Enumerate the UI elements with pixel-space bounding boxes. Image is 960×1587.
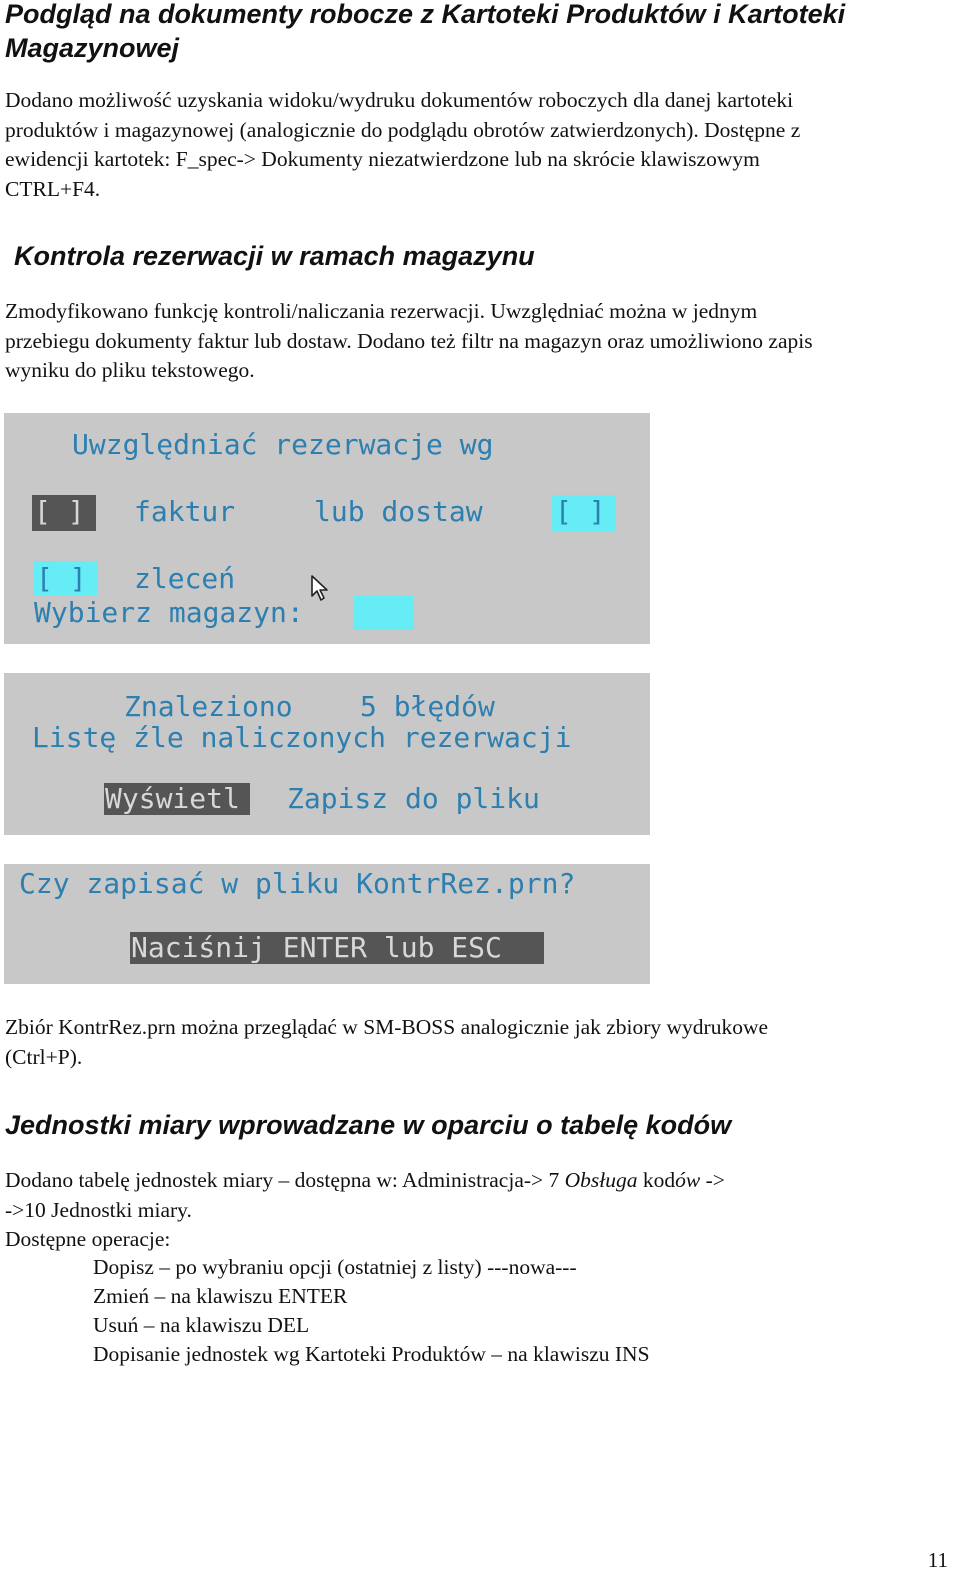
save-question-text: Czy zapisać w pliku KontrRez.prn? — [19, 867, 576, 900]
paragraph-jednostki — [5, 1166, 955, 1255]
errors-count-text: Znaleziono 5 błędów — [124, 690, 495, 723]
paragraph-kontrola — [5, 297, 955, 386]
section-kontrola — [14, 239, 535, 273]
text-line: CTRL+F4. — [5, 176, 101, 201]
errors-found-panel — [4, 673, 650, 835]
section-podglad — [5, 0, 955, 65]
text-fragment: kod — [637, 1168, 676, 1192]
operations-list — [93, 1253, 650, 1369]
reservation-options-panel — [4, 413, 650, 644]
checkbox-dostaw-text: [ ] — [555, 495, 606, 528]
show-button-label: Wyświetl — [105, 782, 240, 815]
list-item: Usuń – na klawiszu DEL — [93, 1313, 310, 1337]
operations-label: Dostępne operacje: — [5, 1227, 171, 1251]
label-dostaw: lub dostaw — [314, 495, 483, 528]
section-title — [5, 0, 955, 65]
text-fragment-italic: Obsługa — [564, 1168, 638, 1192]
section-title: Kontrola rezerwacji w ramach magazynu — [14, 241, 535, 271]
text-fragment: -> — [700, 1168, 725, 1192]
page-number: 11 — [927, 1548, 948, 1572]
text-line: (Ctrl+P). — [5, 1044, 83, 1069]
warehouse-input[interactable] — [354, 596, 414, 630]
text-fragment: Dodano tabelę jednostek miary – dostępna w: Administracja-> 7 — [5, 1168, 565, 1192]
save-confirm-panel — [4, 864, 650, 984]
title-line: Podgląd na dokumenty robocze z Kartoteki Produktów i Kartoteki — [5, 0, 846, 29]
checkbox-faktur-text: [ ] — [34, 495, 85, 528]
text-line: produktów i magazynowej (analogicznie do podglądu obrotów zatwierdzonych). Dostępne z — [5, 117, 801, 142]
text-line: Zmodyfikowano funkcję kontroli/naliczania rezerwacji. Uwzględniać można w jednym — [5, 299, 758, 323]
list-item: Dopisz – po wybraniu opcji (ostatniej z listy) ---nowa--- — [93, 1255, 577, 1279]
confirm-hint-text: Naciśnij ENTER lub ESC — [131, 931, 502, 964]
text-line: Dodano możliwość uzyskania widoku/wydruku dokumentów roboczych dla danej kartoteki — [5, 88, 794, 112]
list-item: Dopisanie jednostek wg Kartoteki Produktów – na klawiszu INS — [93, 1342, 650, 1366]
text-line: ->10 Jednostki miary. — [5, 1197, 192, 1222]
text-line: Zbiór KontrRez.prn można przeglądać w SM-BOSS analogicznie jak zbiory wydrukowe — [5, 1015, 769, 1039]
text-line: wyniku do pliku tekstowego. — [5, 358, 255, 382]
paragraph-podglad — [5, 86, 955, 204]
save-to-file-button[interactable]: Zapisz do pliku — [287, 782, 540, 815]
label-faktur: faktur — [134, 495, 236, 528]
section-title: Jednostki miary wprowadzane w oparciu o tabelę kodów — [5, 1110, 732, 1140]
text-line: ewidencji kartotek: F_spec-> Dokumenty niezatwierdzone lub na skrócie klawiszowym — [5, 147, 760, 171]
label-zlecen: zleceń — [134, 562, 236, 595]
paragraph-kontrrez — [5, 1013, 955, 1072]
list-item: Zmień – na klawiszu ENTER — [93, 1284, 348, 1308]
text-line: przebiegu dokumenty faktur lub dostaw. Dodano też filtr na magazyn oraz umożliwiono zapis — [5, 328, 813, 353]
checkbox-zlecen-text: [ ] — [36, 562, 87, 595]
mouse-cursor-icon — [310, 574, 330, 602]
title-line: Magazynowej — [5, 33, 180, 63]
errors-list-text: Listę źle naliczonych rezerwacji — [32, 721, 572, 754]
text-fragment-italic: ów — [675, 1168, 701, 1192]
section-jednostki — [5, 1108, 731, 1142]
panel-heading: Uwzględniać rezerwacje wg — [72, 428, 494, 461]
warehouse-label: Wybierz magazyn: — [34, 596, 304, 629]
